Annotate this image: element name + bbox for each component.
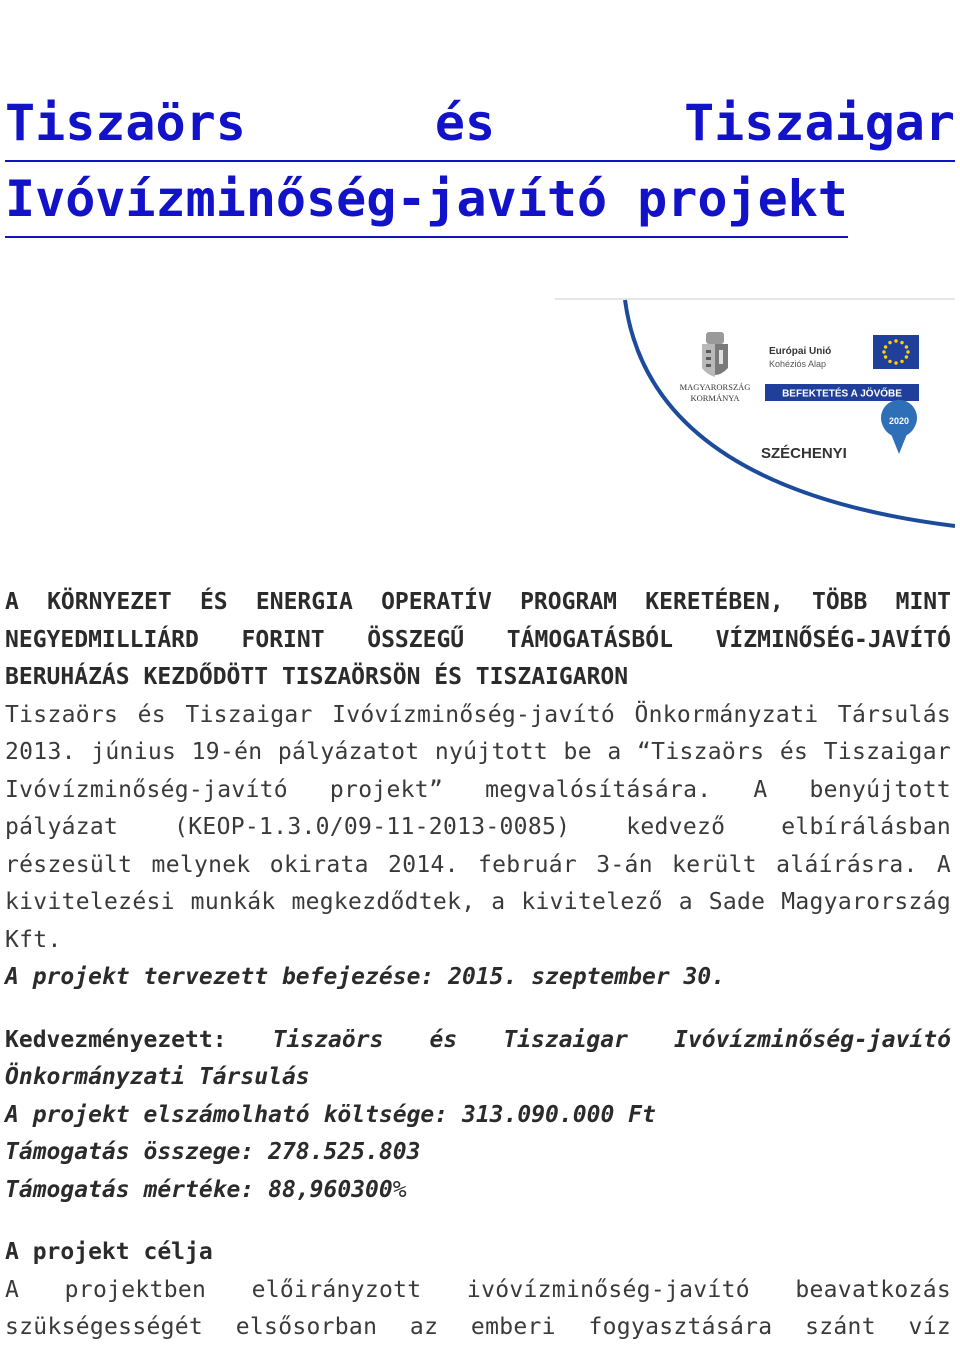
article-content bbox=[5, 584, 951, 1347]
page-title-link[interactable] bbox=[5, 86, 955, 228]
eu-flag-icon bbox=[873, 335, 919, 369]
eligible-cost-label: A projekt elszámolható költsége: bbox=[5, 1101, 449, 1128]
spacer bbox=[5, 1209, 951, 1234]
eligible-cost bbox=[5, 1097, 951, 1135]
eu-label: Európai Unió bbox=[769, 346, 832, 357]
completion-date: A projekt tervezett befejezése: 2015. szeptember 30. bbox=[5, 964, 726, 990]
grant-amount-label: Támogatás összege: bbox=[5, 1139, 255, 1165]
szechenyi-pin-icon bbox=[881, 400, 917, 454]
article-body: Tiszaörs és Tiszaigar Ivóvízminőség-javító Önkormányzati Társulás 2013. június 19-én pályázatot nyújtott be a “Tiszaörs és Tiszaigar Ivóvízminőség-javító projekt” megvalósítására. A benyújtott pályázat (KEOP-1.3.0/09-11-2013-0085) kedvező elbírálásban részesült melynek okirata 2014. február 3-án került aláírásra. A kivitelezési munkák megkezdődtek, a kivitelező a Sade Magyarország Kft. bbox=[5, 701, 951, 953]
beneficiary-label: Kedvezményezett: bbox=[5, 1026, 227, 1053]
grant-rate bbox=[5, 1172, 951, 1210]
grant-amount-value: 278.525.803 bbox=[268, 1139, 421, 1165]
szechenyi-label: SZÉCHENYI bbox=[761, 445, 847, 462]
title-line-1: Tiszaörs és Tiszaigar bbox=[5, 86, 955, 162]
goal-text: A projektben előirányzott ivóvízminőség-javító beavatkozás szükségességét elsősorban az emberi fogyasztására szánt víz bbox=[5, 1276, 951, 1340]
goal-heading: A projekt célja bbox=[5, 1239, 213, 1265]
eu-banner-text: BEFEKTETÉS A JÖVŐBE bbox=[782, 388, 902, 400]
coat-of-arms-icon bbox=[702, 332, 728, 377]
title-line-2: Ivóvízminőség-javító projekt bbox=[5, 162, 848, 238]
beneficiary bbox=[5, 1022, 951, 1097]
grant-amount bbox=[5, 1134, 951, 1172]
eu-fund-label: Kohéziós Alap bbox=[769, 359, 827, 369]
article-headline: A KÖRNYEZET ÉS ENERGIA OPERATÍV PROGRAM KERETÉBEN, TÖBB MINT NEGYEDMILLIÁRD FORINT ÖSSZEGŰ TÁMOGATÁSBÓL VÍZMINŐSÉG-JAVÍTÓ BERUHÁZÁS KEZDŐDÖTT TISZAÖRSÖN ÉS TISZAIGARON bbox=[5, 589, 951, 690]
grant-rate-label: Támogatás mértéke: bbox=[5, 1176, 255, 1203]
grant-rate-value: 88,960300 bbox=[268, 1176, 393, 1203]
funding-logo-banner bbox=[555, 298, 955, 530]
szechenyi-year: 2020 bbox=[888, 416, 910, 426]
gov-caption-2: KORMÁNYA bbox=[690, 393, 740, 403]
eligible-cost-value: 313.090.000 Ft bbox=[461, 1101, 656, 1128]
spacer bbox=[5, 997, 951, 1022]
grant-rate-unit: % bbox=[392, 1176, 407, 1203]
beneficiary-value: Tiszaörs és Tiszaigar Ivóvízminőség-javító Önkormányzati Társulás bbox=[5, 1026, 951, 1090]
gov-caption-1: MAGYARORSZÁG bbox=[679, 382, 751, 392]
page-title bbox=[5, 86, 955, 238]
